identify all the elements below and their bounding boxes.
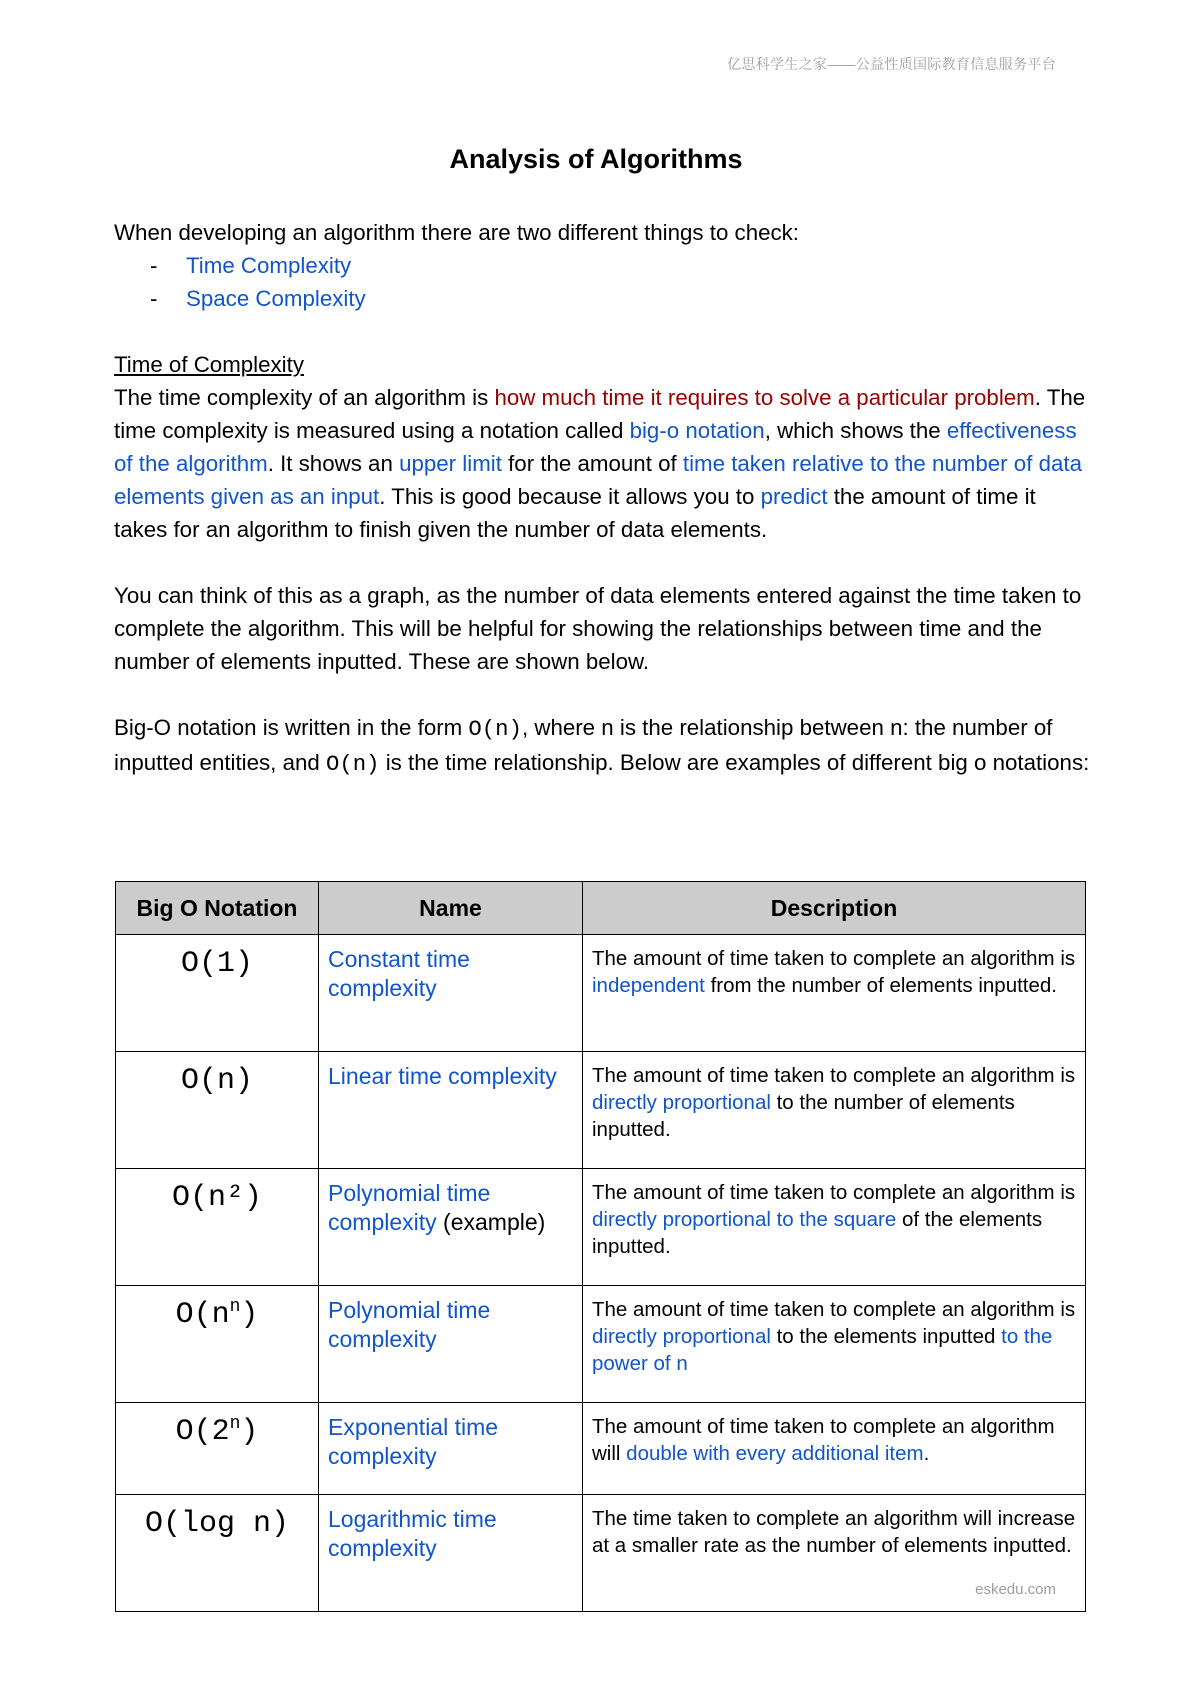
description-cell: The time taken to complete an algorithm will increase at a smaller rate as the number of elements inputted.	[583, 1495, 1086, 1612]
table-row	[116, 1052, 1086, 1169]
description-cell: The amount of time taken to complete an algorithm will double with every additional item.	[583, 1403, 1086, 1495]
bullet-time-complexity: Time Complexity	[186, 253, 352, 278]
bullet-dash: -	[150, 253, 158, 278]
document-body	[114, 216, 1094, 781]
paragraph-notation: Big-O notation is written in the form O(n), where n is the relationship between n: the number of inputted entities, and O(n) is the time relationship. Below are examples of different big o notations:	[114, 715, 1090, 777]
description-cell: The amount of time taken to complete an algorithm is independent from the number of elements inputted.	[583, 935, 1086, 1052]
description-cell: The amount of time taken to complete an algorithm is directly proportional to the square of the elements inputted.	[583, 1169, 1086, 1286]
footer-site: eskedu.com	[975, 1581, 1056, 1598]
header-name: Name	[319, 882, 583, 935]
check-list	[114, 249, 1094, 315]
header-description: Description	[583, 882, 1086, 935]
header-big-o-notation: Big O Notation	[116, 882, 319, 935]
table-row	[116, 935, 1086, 1052]
paragraph-definition: The time complexity of an algorithm is how much time it requires to solve a particular problem. The time complexity is measured using a notation called big-o notation, which shows the effectiveness of the algorithm. It shows an upper limit for the amount of time taken relative to the number of data elements given as an input. This is good because it allows you to predict the amount of time it takes for an algorithm to finish given the number of data elements.	[114, 385, 1086, 542]
table-row	[116, 1169, 1086, 1286]
notation-cell: O(n)	[116, 1052, 319, 1169]
notation-cell: $O(n^n)$	[116, 1286, 319, 1403]
name-cell: Constant time complexity	[319, 935, 583, 1052]
bullet-space-complexity: Space Complexity	[186, 286, 366, 311]
header-watermark: 亿思科学生之家——公益性质国际教育信息服务平台	[727, 56, 1056, 72]
page-title: Analysis of Algorithms	[449, 144, 743, 174]
table-row	[116, 1495, 1086, 1612]
table-header-row	[116, 882, 1086, 935]
section-heading: Time of Complexity	[114, 352, 304, 377]
name-cell: Exponential time complexity	[319, 1403, 583, 1495]
list-item	[114, 282, 1094, 315]
paragraph-graph: You can think of this as a graph, as the number of data elements entered against the time taken to complete the algorithm. This will be helpful for showing the relationships between time and the number of elements inputted. These are shown below.	[114, 583, 1082, 674]
name-cell: Linear time complexity	[319, 1052, 583, 1169]
list-item	[114, 249, 1094, 282]
notation-cell: O(n²)	[116, 1169, 319, 1286]
intro-text: When developing an algorithm there are two different things to check:	[114, 220, 799, 245]
description-cell: The amount of time taken to complete an algorithm is directly proportional to the elements inputted to the power of n	[583, 1286, 1086, 1403]
notation-cell: O(1)	[116, 935, 319, 1052]
big-o-table	[115, 881, 1086, 1612]
table-row	[116, 1286, 1086, 1403]
notation-cell: O(log n)	[116, 1495, 319, 1612]
bullet-dash: -	[150, 286, 158, 311]
name-cell: Polynomial time complexity (example)	[319, 1169, 583, 1286]
name-cell: Logarithmic time complexity	[319, 1495, 583, 1612]
notation-cell: O(2$^n$)	[116, 1403, 319, 1495]
description-cell: The amount of time taken to complete an algorithm is directly proportional to the number of elements inputted.	[583, 1052, 1086, 1169]
table-row	[116, 1403, 1086, 1495]
name-cell: Polynomial time complexity	[319, 1286, 583, 1403]
